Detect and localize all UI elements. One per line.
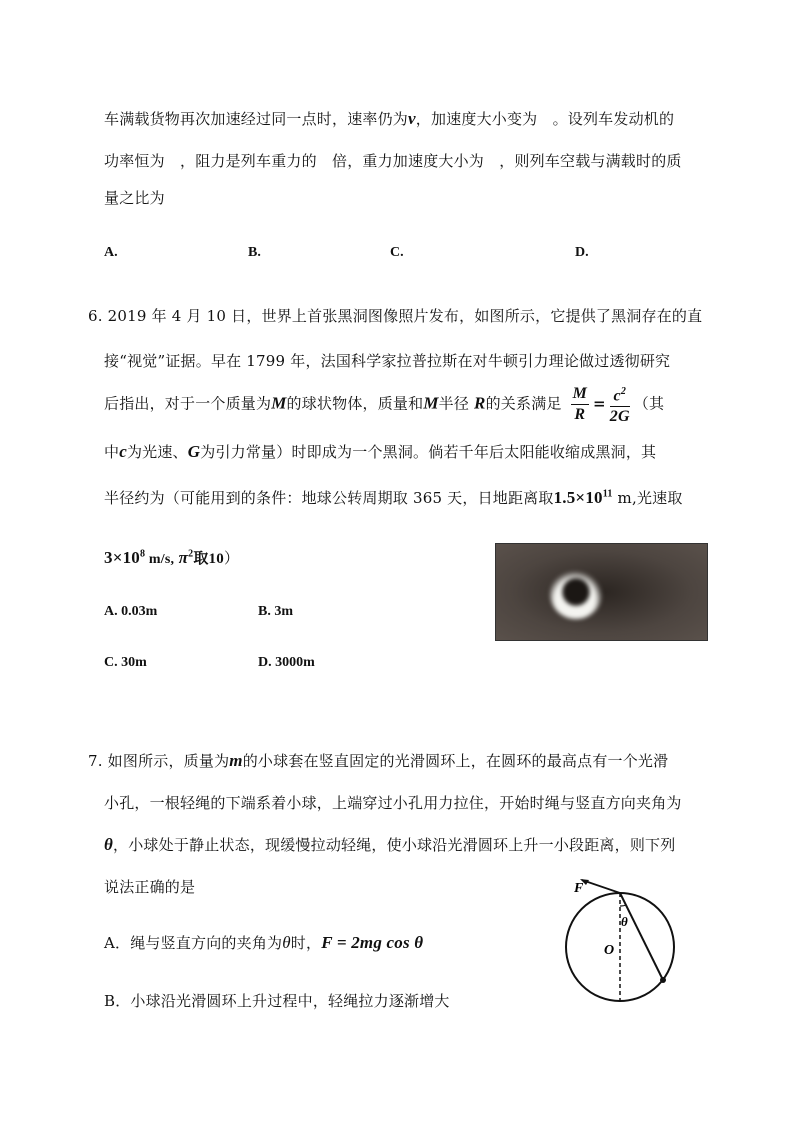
ball <box>660 977 666 983</box>
q5-option-b: B. <box>248 245 261 260</box>
q5-option-d: D. <box>575 245 589 260</box>
label-f: F <box>574 881 584 896</box>
black-hole-ring <box>550 569 602 619</box>
black-hole-image <box>495 543 708 641</box>
q7-line-4: 说法正确的是 <box>104 878 196 896</box>
q6-line-2: 接“视觉”证据。早在 1799 年，法国科学家拉普拉斯在对牛顿引力理论做过透彻研究 <box>104 352 671 370</box>
q7-line-2: 小孔，一根轻绳的下端系着小球，上端穿过小孔用力拉住，开始时绳与竖直方向夹角为 <box>104 794 682 812</box>
q5-line-3: 量之比为 <box>104 189 165 207</box>
q5-option-a: A. <box>104 245 118 260</box>
q6-line-3: 后指出，对于一个质量为M的球状物体，质量和M半径 R的关系满足 $\frac{M}{R}$ = $\frac{c^2}{2G}$ （其 <box>104 382 664 427</box>
var-v: v <box>408 109 416 128</box>
fraction-c2-over-2g: $\frac{c^2}{2G}$ <box>610 382 630 427</box>
q6-option-a: A. 0.03m <box>104 604 158 619</box>
label-o: O <box>604 943 615 958</box>
q7-option-b: B．小球沿光滑圆环上升过程中，轻绳拉力逐渐增大 <box>104 992 450 1010</box>
q6-line-5: 半径约为（可能用到的条件：地球公转周期取 365 天，日地距离取$1.5\times 10^{11}$ m,光速取 <box>104 488 683 507</box>
q5-option-c: C. <box>390 245 404 260</box>
q6-line-1: 6. 2019 年 4 月 10 日，世界上首张黑洞图像照片发布，如图所示，它提供了黑洞存在的直 <box>88 307 703 325</box>
q6-line-6: $3\times 10^8$ m/s, $\pi^2$取10） <box>104 548 240 567</box>
q5-line-2: 功率恒为 ，阻力是列车重力的 倍，重力加速度大小为 ，则列车空载与满载时的质 <box>104 152 682 170</box>
fraction-m-over-r: $\frac{M}{R}$ <box>572 385 588 424</box>
q6-option-c: C. 30m <box>104 655 147 670</box>
q6-line-4: 中c为光速、G为引力常量）时即成为一个黑洞。倘若千年后太阳能收缩成黑洞，其 <box>104 442 657 461</box>
angle-arc <box>620 905 626 906</box>
q7-line-3: θ，小球处于静止状态，现缓慢拉动轻绳，使小球沿光滑圆环上升一小段距离，则下列 <box>104 835 676 854</box>
q7-line-1: 7. 如图所示，质量为m的小球套在竖直固定的光滑圆环上，在圆环的最高点有一个光滑 <box>88 751 669 770</box>
q6-option-d: D. 3000m <box>258 655 315 670</box>
q6-option-b: B. 3m <box>258 604 293 619</box>
q5-line-1: 车满载货物再次加速经过同一点时，速率仍为v，加速度大小变为 。设列车发动机的 <box>104 109 675 128</box>
q7-option-a: A．绳与竖直方向的夹角为θ时，F = 2mg cos θ <box>104 933 424 952</box>
ring-diagram <box>560 878 700 1008</box>
label-theta: θ <box>621 914 628 929</box>
